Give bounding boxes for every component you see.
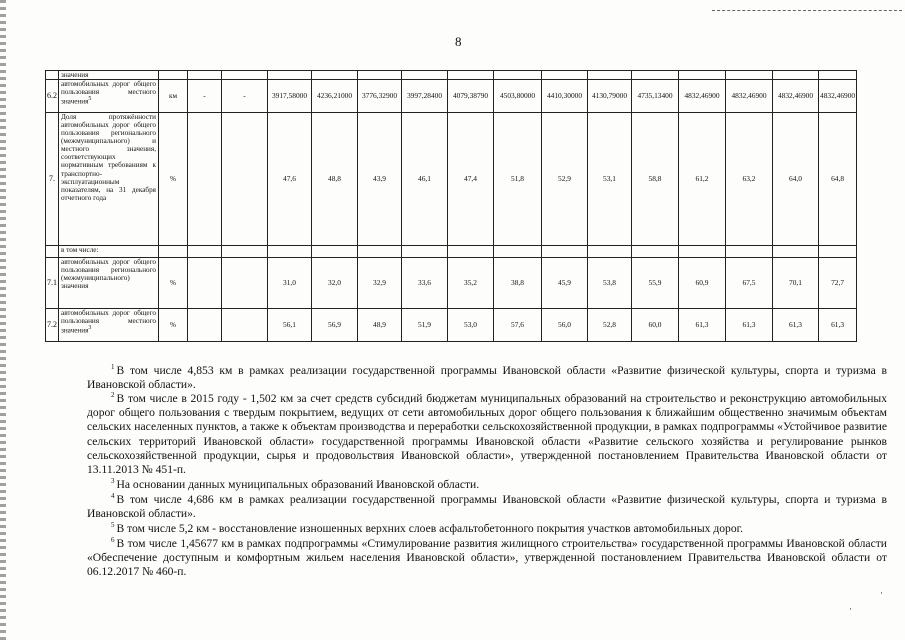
row-cell xyxy=(222,258,268,309)
row-number: 7.2 xyxy=(46,309,59,342)
row-value: 35,2 xyxy=(448,258,494,309)
row-value: 61,3 xyxy=(773,309,819,342)
row-value: 4735,13400 xyxy=(632,80,679,113)
row-value: 4236,21000 xyxy=(312,80,358,113)
row-value: 57,6 xyxy=(494,309,542,342)
row-value: 56,1 xyxy=(268,309,312,342)
row-value: 4832,46900 xyxy=(819,80,857,113)
row-value: 4832,46900 xyxy=(679,80,726,113)
row-unit: % xyxy=(159,258,188,309)
table-row xyxy=(46,80,857,113)
row-value: 4079,38790 xyxy=(448,80,494,113)
row-unit: км xyxy=(159,80,188,113)
row-value: 53,8 xyxy=(588,258,632,309)
scan-corner-mark xyxy=(712,10,902,11)
row-value: 48,9 xyxy=(358,309,402,342)
row-name: автомобильных дорог общего пользования местного значения$^5$ xyxy=(59,80,159,113)
row-value: 60,0 xyxy=(632,309,679,342)
row-value: 3917,58000 xyxy=(268,80,312,113)
footnote-6: $^6$ В том числе 1,45677 км в рамках подпрограммы «Стимулирование развития жилищного строительства» государственной программы Ивановской области «Обеспечение доступным и комфортным жильем населения Ивановской области», утвержденной постановлением Правительства Ивановской области от 06.12.2017 № 460-п. xyxy=(87,536,887,579)
footnote-1: $^1$ В том числе 4,853 км в рамках реализации государственной программы Ивановской области «Развитие физической культуры, спорта и туризма в Ивановской области». xyxy=(87,363,887,392)
row-unit: % xyxy=(159,309,188,342)
row-value: 72,7 xyxy=(819,258,857,309)
row-value: 33,6 xyxy=(402,258,448,309)
row-value: 53,1 xyxy=(588,113,632,246)
continuation-label: значения xyxy=(59,71,159,80)
row-unit: % xyxy=(159,113,188,246)
subheading-label: в том числе: xyxy=(59,246,159,258)
row-number: 7. xyxy=(46,113,59,246)
row-value: 45,9 xyxy=(542,258,588,309)
row-value: 52,8 xyxy=(588,309,632,342)
row-value: 38,8 xyxy=(494,258,542,309)
row-value: 32,0 xyxy=(312,258,358,309)
row-cell xyxy=(188,309,222,342)
scan-speck: · xyxy=(849,604,852,614)
row-cell xyxy=(222,113,268,246)
row-value: 61,3 xyxy=(679,309,726,342)
scan-binding-edge xyxy=(0,0,6,640)
row-cell xyxy=(188,258,222,309)
table-row xyxy=(46,246,857,258)
row-value: 4832,46900 xyxy=(773,80,819,113)
footnote-5: $^5$ В том числе 5,2 км - восстановление изношенных верхних слоев асфальтобетонного покрытия участков автомобильных дорог. xyxy=(111,521,743,535)
row-value: 53,0 xyxy=(448,309,494,342)
row-value: 3776,32900 xyxy=(358,80,402,113)
row-value: 47,4 xyxy=(448,113,494,246)
row-value: 58,8 xyxy=(632,113,679,246)
row-value: 51,8 xyxy=(494,113,542,246)
row-cell xyxy=(222,309,268,342)
row-value: 67,5 xyxy=(726,258,773,309)
row-value: 46,1 xyxy=(402,113,448,246)
row-cell: - xyxy=(188,80,222,113)
row-value: 4410,30000 xyxy=(542,80,588,113)
row-value: 52,9 xyxy=(542,113,588,246)
table-row xyxy=(46,309,857,342)
row-cell: - xyxy=(222,80,268,113)
row-value: 56,9 xyxy=(312,309,358,342)
table-row xyxy=(46,71,857,80)
row-value: 43,9 xyxy=(358,113,402,246)
row-value: 51,9 xyxy=(402,309,448,342)
row-name: автомобильных дорог общего пользования регионального (межмуниципального) значения xyxy=(59,258,159,309)
row-value: 70,1 xyxy=(773,258,819,309)
row-value: 55,9 xyxy=(632,258,679,309)
row-value: 32,9 xyxy=(358,258,402,309)
row-value: 64,0 xyxy=(773,113,819,246)
row-value: 4832,46900 xyxy=(726,80,773,113)
row-value: 4130,79000 xyxy=(588,80,632,113)
row-number: 7.1 xyxy=(46,258,59,309)
row-value: 56,0 xyxy=(542,309,588,342)
row-name: Доля протяжённости автомобильных дорог общего пользования регионального (межмуниципального) и местного значения, соответствующих нормативным требованиям к транспортно-эксплуатационным показателям, на 31 декабря отчетного года xyxy=(59,113,159,246)
row-number: 6.2 xyxy=(46,80,59,113)
row-value: 64,8 xyxy=(819,113,857,246)
footnote-4: $^4$ В том числе 4,686 км в рамках реализации государственной программы Ивановской области «Развитие физической культуры, спорта и туризма в Ивановской области». xyxy=(87,492,887,521)
footnote-3: $^3$ На основании данных муниципальных образований Ивановской области. xyxy=(111,477,480,491)
row-value: 4503,80000 xyxy=(494,80,542,113)
row-name: автомобильных дорог общего пользования местного значения$^3$ xyxy=(59,309,159,342)
row-value: 3997,28400 xyxy=(402,80,448,113)
row-value: 61,2 xyxy=(679,113,726,246)
table-row xyxy=(46,258,857,309)
row-value: 31,0 xyxy=(268,258,312,309)
table-row xyxy=(46,113,857,246)
page-number: 8 xyxy=(455,34,462,49)
footnote-2: $^2$ В том числе в 2015 году - 1,502 км за счет средств субсидий бюджетам муниципальных образований на строительство и реконструкцию автомобильных дорог общего пользования с твердым покрытием, ведущих от сети автомобильных дорог общего пользования к ближайшим общественно значимым объектам сельских населенных пунктов, а также к объектам производства и переработки сельскохозяйственной продукции, в рамках подпрограммы «Устойчивое развитие сельских территорий Ивановской области» государственной программы Ивановской области «Развитие сельского хозяйства и регулирование рынков сельскохозяйственной продукции, сырья и продовольствия Ивановской области», утвержденной постановлением Правительства Ивановской области от 13.11.2013 № 451-п. xyxy=(87,391,887,477)
row-cell xyxy=(188,113,222,246)
row-value: 48,8 xyxy=(312,113,358,246)
scan-speck: · xyxy=(880,588,883,598)
row-value: 61,3 xyxy=(819,309,857,342)
row-value: 61,3 xyxy=(726,309,773,342)
row-value: 63,2 xyxy=(726,113,773,246)
row-value: 60,9 xyxy=(679,258,726,309)
indicators-table xyxy=(45,70,857,342)
row-value: 47,6 xyxy=(268,113,312,246)
